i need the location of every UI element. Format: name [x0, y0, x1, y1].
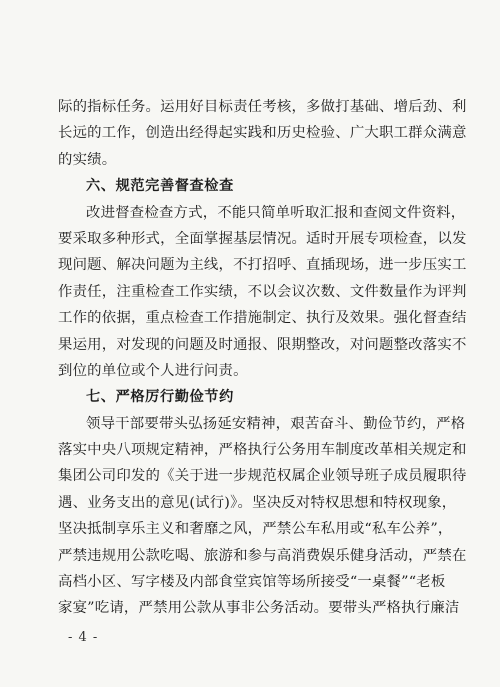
paragraph-line: 严禁违规用公款吃喝、旅游和参与高消费娱乐健身活动，严禁在: [58, 547, 467, 564]
section-heading: 六、规范完善督查检查: [86, 178, 234, 195]
paragraph-line: 长远的工作，创造出经得起实践和历史检验、广大职工群众满意: [58, 125, 467, 142]
paragraph-line: 现问题、解决问题为主线，不打招呼、直插现场，进一步压实工: [58, 257, 467, 274]
paragraph-line: 际的指标任务。运用好目标责任考核，多做打基础、增后劲、利: [58, 99, 467, 115]
paragraph-line: 的实绩。: [58, 151, 117, 168]
document-body: [58, 94, 467, 622]
paragraph-line: 家宴”吃请，严禁用公款从事非公务活动。要带头严格执行廉洁: [58, 600, 460, 617]
paragraph-line: 坚决抵制享乐主义和奢靡之风，严禁公车私用或“私车公养”，: [58, 521, 453, 538]
page-number: - 4 -: [68, 630, 99, 645]
paragraph-line: 改进督查检查方式，不能只简单听取汇报和查阅文件资料，: [86, 204, 466, 221]
paragraph-line: 集团公司印发的《关于进一步规范权属企业领导班子成员履职待: [58, 468, 467, 485]
paragraph-line: 落实中央八项规定精神，严格执行公务用车制度改革相关规定和: [58, 442, 467, 459]
paragraph-line: 果运用，对发现的问题及时通报、限期整改，对问题整改落实不: [58, 336, 467, 353]
paragraph-line: 要采取多种形式，全面掌握基层情况。适时开展专项检查，以发: [58, 230, 467, 247]
paragraph-line: 高档小区、写字楼及内部食堂宾馆等场所接受“一桌餐”“老板: [58, 574, 446, 591]
paragraph-line: 到位的单位或个人进行问责。: [58, 362, 248, 379]
paragraph-line: 工作的依据，重点检查工作措施制定、执行及效果。强化督查结: [58, 310, 467, 327]
paragraph-line: 领导干部要带头弘扬延安精神，艰苦奋斗、勤俭节约，严格: [86, 415, 466, 432]
section-heading: 七、严格厉行勤俭节约: [86, 389, 234, 406]
paragraph-line: 遇、业务支出的意见(试行)》。坚决反对特权思想和特权现象，: [58, 494, 457, 511]
paragraph-line: 作责任，注重检查工作实绩，不以会议次数、文件数量作为评判: [58, 283, 467, 300]
